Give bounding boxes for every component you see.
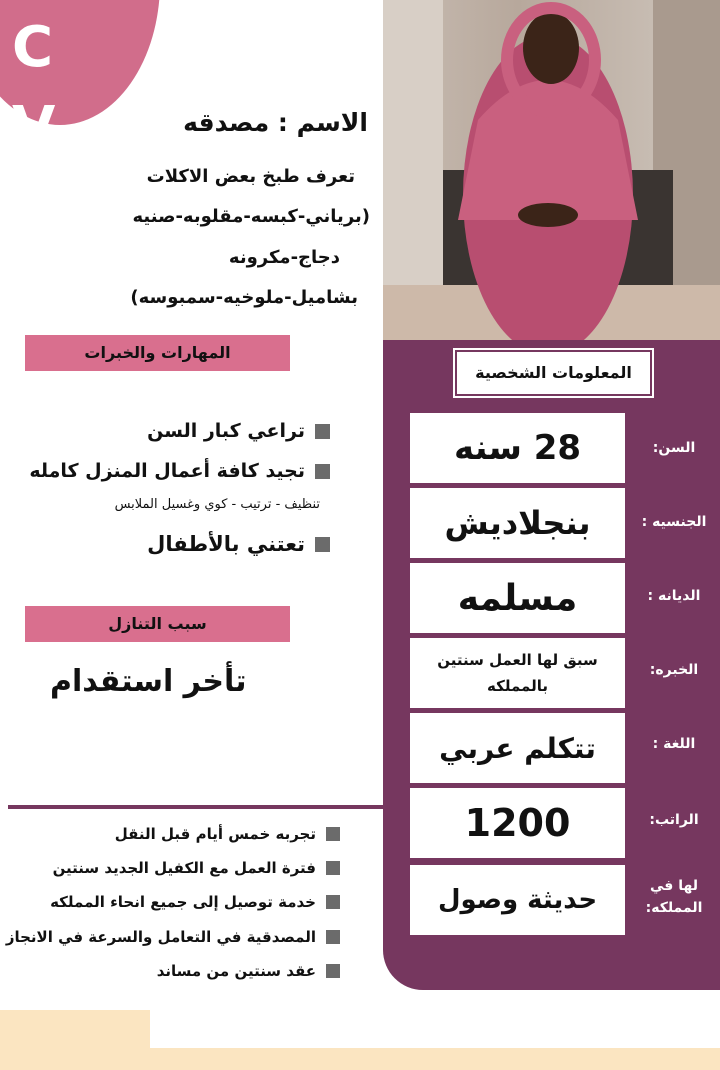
cooking-line: بشاميل-ملوخيه-سمبوسه) — [130, 287, 358, 308]
skill-item — [147, 532, 330, 556]
benefit-text: تجربه خمس أيام قبل النقل — [114, 825, 316, 843]
in-kingdom-label — [630, 875, 718, 919]
profile-photo — [383, 0, 720, 340]
skill-text: تراعي كبار السن — [147, 420, 305, 442]
language-label: اللغة : — [652, 736, 696, 752]
in-kingdom-label-line: لها في — [650, 878, 698, 894]
benefit-text: خدمة توصيل إلى جميع انحاء المملكه — [50, 893, 316, 911]
experience-line: سبق لها العمل سنتين — [437, 651, 598, 669]
square-bullet-icon — [315, 424, 330, 439]
benefit-item — [6, 928, 340, 946]
person-photo-illustration — [383, 0, 720, 340]
language-value: تتكلم عربي — [410, 713, 625, 783]
release-reason-text: تأخر استقدام — [50, 664, 247, 699]
benefit-item — [53, 859, 340, 877]
benefit-item — [157, 962, 340, 980]
cooking-line: (برياني-كبسه-مقلوبه-صنيه — [132, 206, 370, 227]
nationality-value: بنجلاديش — [410, 488, 625, 558]
skill-sub-note: تنظيف - ترتيب - كوي وغسيل الملابس — [114, 497, 320, 512]
experience-value — [410, 638, 625, 708]
benefit-text: عقد سنتين من مساند — [156, 962, 316, 980]
benefit-item — [115, 825, 340, 843]
square-bullet-icon — [326, 827, 340, 841]
skills-header: المهارات والخبرات — [25, 335, 290, 371]
square-bullet-icon — [326, 930, 340, 944]
skill-text: تجيد كافة أعمال المنزل كامله — [29, 460, 305, 482]
cv-badge-text: C V — [12, 15, 74, 160]
benefit-item — [50, 893, 340, 911]
in-kingdom-label-line: المملكه: — [645, 900, 703, 916]
in-kingdom-value: حديثة وصول — [410, 865, 625, 935]
skill-item — [29, 460, 330, 482]
experience-label: الخبره: — [649, 662, 699, 678]
nationality-label: الجنسيه : — [641, 514, 707, 530]
age-value: 28 سنه — [410, 413, 625, 483]
square-bullet-icon — [326, 861, 340, 875]
age-label: السن: — [652, 440, 696, 456]
skill-item — [147, 420, 330, 442]
square-bullet-icon — [326, 895, 340, 909]
release-reason-header: سبب التنازل — [25, 606, 290, 642]
square-bullet-icon — [315, 537, 330, 552]
skill-text: تعتني بالأطفال — [147, 532, 305, 556]
experience-line: بالمملكه — [487, 677, 548, 695]
footer-inner — [150, 1010, 720, 1048]
cooking-line: تعرف طبخ بعض الاكلات — [146, 166, 355, 187]
cooking-line: دجاج-مكرونه — [228, 247, 340, 268]
square-bullet-icon — [326, 964, 340, 978]
square-bullet-icon — [315, 464, 330, 479]
benefit-text: المصدقية في التعامل والسرعة في الانجاز — [5, 928, 316, 946]
salary-label: الراتب: — [649, 812, 699, 828]
religion-label: الديانه : — [647, 588, 701, 604]
benefit-text: فترة العمل مع الكفيل الجديد سنتين — [52, 859, 316, 877]
divider-line — [8, 805, 388, 809]
salary-value: 1200 — [410, 788, 625, 858]
personal-info-title: المعلومات الشخصية — [455, 350, 652, 396]
religion-value: مسلمه — [410, 563, 625, 633]
name-label: الاسم : مصدقه — [183, 108, 368, 137]
